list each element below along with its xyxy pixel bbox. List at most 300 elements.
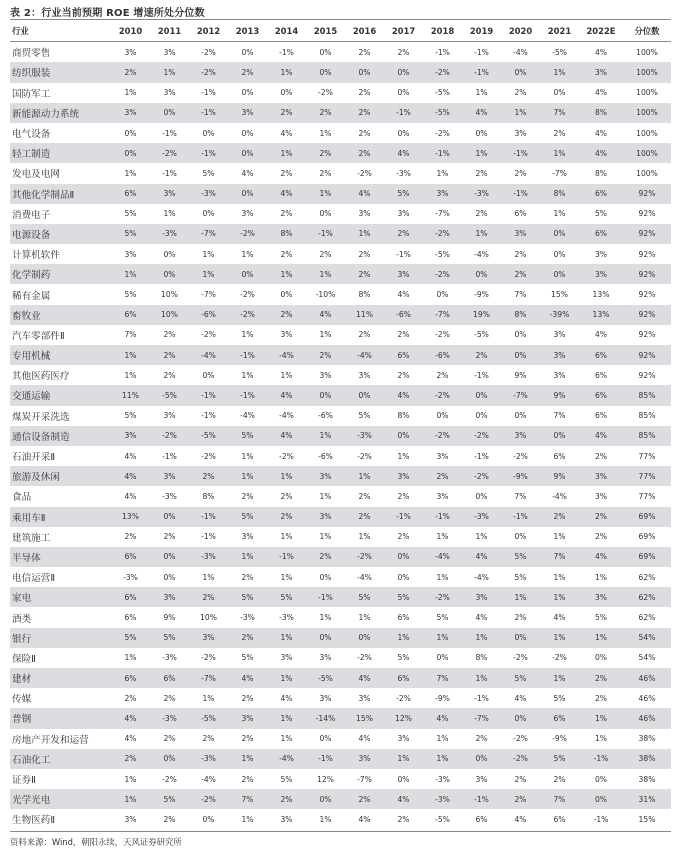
roe-growth-cell: 2%	[150, 688, 189, 708]
percentile-cell: 92%	[623, 305, 671, 325]
table-row	[10, 184, 671, 204]
roe-growth-cell: 6%	[111, 184, 150, 204]
roe-growth-cell: 2%	[267, 163, 306, 183]
roe-growth-cell: -2%	[423, 264, 462, 284]
industry-name-cell: 旅游及休闲	[10, 466, 111, 486]
roe-growth-cell: -3%	[189, 749, 228, 769]
industry-name-cell: 建材	[10, 668, 111, 688]
table-row	[10, 507, 671, 527]
table-row	[10, 729, 671, 749]
roe-growth-cell: -4%	[267, 345, 306, 365]
roe-growth-cell: -4%	[228, 406, 267, 426]
roe-growth-cell: 2%	[306, 345, 345, 365]
roe-growth-cell: 3%	[150, 83, 189, 103]
roe-growth-cell: 3%	[111, 426, 150, 446]
roe-growth-cell: -2%	[189, 789, 228, 809]
industry-name-cell: 其他化学制品Ⅱ	[10, 184, 111, 204]
roe-growth-cell: 3%	[345, 204, 384, 224]
roe-growth-cell: 7%	[540, 406, 579, 426]
roe-growth-cell: 0%	[267, 83, 306, 103]
percentile-cell: 54%	[623, 648, 671, 668]
roe-growth-cell: 0%	[306, 789, 345, 809]
roe-growth-cell: 0%	[189, 365, 228, 385]
roe-growth-cell: 0%	[228, 123, 267, 143]
roe-growth-cell: 1%	[228, 466, 267, 486]
roe-growth-cell: 1%	[540, 628, 579, 648]
roe-growth-cell: -6%	[423, 345, 462, 365]
roe-growth-cell: 7%	[228, 789, 267, 809]
percentile-cell: 92%	[623, 184, 671, 204]
roe-growth-cell: 1%	[384, 749, 423, 769]
roe-growth-cell: 2%	[579, 446, 623, 466]
industry-name-cell: 新能源动力系统	[10, 103, 111, 123]
roe-growth-cell: 1%	[306, 809, 345, 829]
roe-growth-cell: -2%	[345, 446, 384, 466]
roe-growth-cell: 19%	[462, 305, 501, 325]
industry-name-cell: 商贸零售	[10, 42, 111, 63]
roe-growth-cell: 1%	[267, 567, 306, 587]
roe-growth-cell: -2%	[150, 426, 189, 446]
industry-name-cell: 纺织服装	[10, 62, 111, 82]
column-header-year: 2018	[423, 21, 462, 42]
roe-growth-cell: 2%	[228, 688, 267, 708]
roe-growth-cell: 0%	[423, 284, 462, 304]
roe-growth-cell: 2%	[540, 507, 579, 527]
industry-name-cell: 发电及电网	[10, 163, 111, 183]
roe-growth-cell: 5%	[501, 668, 540, 688]
roe-growth-cell: 2%	[228, 628, 267, 648]
roe-growth-cell: -1%	[228, 385, 267, 405]
percentile-cell: 100%	[623, 62, 671, 82]
roe-growth-cell: 6%	[111, 587, 150, 607]
roe-growth-cell: -1%	[579, 749, 623, 769]
roe-growth-cell: 3%	[345, 688, 384, 708]
roe-growth-cell: 6%	[540, 809, 579, 829]
roe-growth-cell: 0%	[384, 769, 423, 789]
roe-growth-cell: -7%	[423, 204, 462, 224]
roe-growth-cell: 1%	[345, 466, 384, 486]
table-row	[10, 426, 671, 446]
percentile-cell: 92%	[623, 224, 671, 244]
industry-name-cell: 轻工制造	[10, 143, 111, 163]
roe-growth-cell: 2%	[345, 264, 384, 284]
table-row	[10, 688, 671, 708]
roe-growth-cell: 2%	[111, 62, 150, 82]
roe-growth-cell: 4%	[501, 809, 540, 829]
roe-growth-cell: 5%	[111, 406, 150, 426]
roe-growth-cell: 3%	[501, 224, 540, 244]
roe-growth-cell: 0%	[462, 385, 501, 405]
industry-name-cell: 家电	[10, 587, 111, 607]
roe-growth-cell: 0%	[345, 62, 384, 82]
roe-growth-cell: 1%	[306, 527, 345, 547]
roe-growth-cell: 1%	[267, 668, 306, 688]
roe-growth-cell: 1%	[228, 244, 267, 264]
table-row	[10, 527, 671, 547]
roe-growth-cell: 8%	[384, 406, 423, 426]
roe-growth-cell: 2%	[501, 607, 540, 627]
roe-growth-cell: 0%	[228, 184, 267, 204]
roe-growth-cell: -1%	[267, 547, 306, 567]
roe-growth-cell: 4%	[267, 123, 306, 143]
roe-growth-cell: -1%	[501, 507, 540, 527]
roe-growth-cell: 3%	[579, 264, 623, 284]
percentile-cell: 54%	[623, 628, 671, 648]
roe-growth-cell: 2%	[345, 789, 384, 809]
roe-growth-cell: -3%	[150, 648, 189, 668]
roe-growth-cell: -14%	[306, 708, 345, 728]
roe-growth-cell: 2%	[267, 103, 306, 123]
roe-growth-cell: -3%	[228, 607, 267, 627]
table-row	[10, 163, 671, 183]
roe-growth-cell: 1%	[228, 446, 267, 466]
roe-growth-cell: 1%	[267, 62, 306, 82]
industry-name-cell: 房地产开发和运营	[10, 729, 111, 749]
roe-growth-cell: 2%	[150, 527, 189, 547]
industry-name-cell: 电源设备	[10, 224, 111, 244]
column-header-year: 2010	[111, 21, 150, 42]
roe-growth-cell: 3%	[267, 809, 306, 829]
roe-growth-cell: 0%	[306, 62, 345, 82]
column-header-year: 2020	[501, 21, 540, 42]
roe-growth-cell: 3%	[345, 365, 384, 385]
roe-growth-cell: 3%	[111, 42, 150, 63]
roe-growth-cell: 1%	[228, 365, 267, 385]
roe-growth-cell: -1%	[267, 42, 306, 63]
roe-growth-cell: -3%	[345, 426, 384, 446]
table-row	[10, 769, 671, 789]
roe-growth-cell: 0%	[267, 284, 306, 304]
roe-growth-cell: 1%	[306, 123, 345, 143]
column-header-year: 2015	[306, 21, 345, 42]
roe-growth-cell: -10%	[306, 284, 345, 304]
source-note: 资料来源：Wind，朝阳永续，天风证券研究所	[10, 837, 182, 847]
roe-growth-cell: 0%	[462, 406, 501, 426]
roe-growth-cell: 3%	[306, 688, 345, 708]
roe-growth-cell: -2%	[345, 163, 384, 183]
roe-growth-cell: 0%	[462, 486, 501, 506]
roe-growth-cell: 0%	[306, 628, 345, 648]
roe-growth-cell: -3%	[423, 769, 462, 789]
roe-growth-cell: 5%	[111, 204, 150, 224]
roe-growth-cell: 2%	[306, 143, 345, 163]
roe-growth-cell: 5%	[384, 184, 423, 204]
roe-growth-cell: 2%	[306, 163, 345, 183]
roe-growth-cell: 0%	[111, 123, 150, 143]
roe-growth-cell: 2%	[345, 143, 384, 163]
roe-growth-cell: 1%	[423, 527, 462, 547]
industry-name-cell: 汽车零部件Ⅱ	[10, 325, 111, 345]
roe-growth-cell: 5%	[189, 163, 228, 183]
roe-growth-cell: 5%	[228, 426, 267, 446]
roe-growth-cell: 3%	[306, 365, 345, 385]
roe-growth-cell: 3%	[306, 648, 345, 668]
roe-growth-cell: 3%	[267, 648, 306, 668]
percentile-cell: 69%	[623, 547, 671, 567]
table-row	[10, 628, 671, 648]
roe-growth-cell: 6%	[579, 385, 623, 405]
roe-growth-cell: 3%	[540, 345, 579, 365]
roe-growth-cell: -1%	[189, 103, 228, 123]
roe-growth-cell: -5%	[423, 809, 462, 829]
table-row	[10, 648, 671, 668]
roe-growth-cell: 1%	[540, 527, 579, 547]
roe-growth-cell: 1%	[111, 163, 150, 183]
percentile-cell: 92%	[623, 345, 671, 365]
roe-growth-cell: 1%	[462, 143, 501, 163]
industry-name-cell: 光学光电	[10, 789, 111, 809]
roe-growth-cell: 8%	[189, 486, 228, 506]
roe-growth-cell: 2%	[462, 345, 501, 365]
roe-growth-cell: -3%	[150, 486, 189, 506]
roe-growth-cell: 0%	[579, 769, 623, 789]
roe-growth-cell: 1%	[306, 325, 345, 345]
roe-growth-cell: -1%	[189, 507, 228, 527]
roe-growth-cell: -1%	[306, 224, 345, 244]
roe-growth-cell: 5%	[150, 789, 189, 809]
roe-growth-cell: 0%	[501, 345, 540, 365]
industry-name-cell: 石油开采Ⅱ	[10, 446, 111, 466]
roe-growth-cell: 4%	[579, 426, 623, 446]
table-row	[10, 244, 671, 264]
roe-growth-cell: 2%	[384, 809, 423, 829]
roe-growth-cell: 8%	[579, 163, 623, 183]
roe-growth-cell: -1%	[384, 507, 423, 527]
roe-growth-cell: 0%	[423, 648, 462, 668]
roe-growth-cell: -7%	[345, 769, 384, 789]
roe-growth-cell: 2%	[423, 466, 462, 486]
roe-growth-cell: 4%	[345, 729, 384, 749]
roe-growth-cell: -2%	[423, 123, 462, 143]
roe-growth-cell: 3%	[462, 587, 501, 607]
roe-growth-cell: 0%	[306, 729, 345, 749]
roe-growth-cell: -2%	[189, 325, 228, 345]
roe-growth-cell: 5%	[540, 688, 579, 708]
roe-growth-cell: 1%	[579, 708, 623, 728]
roe-growth-cell: 3%	[228, 708, 267, 728]
industry-name-cell: 电信运营Ⅱ	[10, 567, 111, 587]
roe-growth-cell: -3%	[189, 547, 228, 567]
roe-growth-cell: -2%	[423, 426, 462, 446]
roe-growth-cell: 0%	[423, 406, 462, 426]
roe-growth-cell: 4%	[579, 123, 623, 143]
roe-growth-cell: 3%	[111, 809, 150, 829]
roe-growth-cell: 2%	[345, 123, 384, 143]
roe-growth-cell: 3%	[306, 466, 345, 486]
roe-growth-cell: 6%	[579, 406, 623, 426]
roe-growth-cell: -3%	[423, 789, 462, 809]
roe-growth-cell: 11%	[111, 385, 150, 405]
roe-growth-cell: -1%	[189, 385, 228, 405]
roe-growth-cell: 4%	[384, 385, 423, 405]
roe-growth-cell: 1%	[267, 466, 306, 486]
roe-growth-cell: 2%	[228, 62, 267, 82]
roe-growth-cell: 13%	[111, 507, 150, 527]
roe-growth-cell: 5%	[150, 628, 189, 648]
roe-growth-cell: 10%	[150, 284, 189, 304]
roe-growth-cell: 1%	[423, 163, 462, 183]
industry-name-cell: 乘用车Ⅱ	[10, 507, 111, 527]
roe-growth-cell: 0%	[228, 83, 267, 103]
industry-name-cell: 半导体	[10, 547, 111, 567]
roe-growth-cell: -1%	[423, 143, 462, 163]
roe-growth-cell: 3%	[384, 264, 423, 284]
roe-growth-cell: -1%	[306, 587, 345, 607]
roe-growth-cell: 5%	[267, 769, 306, 789]
roe-growth-cell: 9%	[150, 607, 189, 627]
roe-growth-cell: -39%	[540, 305, 579, 325]
roe-growth-cell: -2%	[150, 143, 189, 163]
roe-growth-cell: 5%	[345, 587, 384, 607]
roe-growth-cell: 2%	[228, 769, 267, 789]
table-row	[10, 224, 671, 244]
industry-name-cell: 生物医药Ⅱ	[10, 809, 111, 829]
roe-growth-cell: 6%	[579, 184, 623, 204]
roe-growth-cell: -1%	[423, 507, 462, 527]
roe-growth-cell: 0%	[462, 749, 501, 769]
roe-growth-cell: -7%	[462, 708, 501, 728]
industry-name-cell: 消费电子	[10, 204, 111, 224]
roe-growth-cell: 1%	[228, 547, 267, 567]
roe-growth-cell: 3%	[579, 587, 623, 607]
roe-growth-cell: 4%	[111, 729, 150, 749]
roe-growth-cell: 2%	[462, 729, 501, 749]
roe-growth-cell: 8%	[540, 184, 579, 204]
column-header-year: 2012	[189, 21, 228, 42]
roe-growth-cell: 4%	[462, 103, 501, 123]
roe-growth-cell: 1%	[267, 628, 306, 648]
roe-growth-cell: 1%	[345, 224, 384, 244]
percentile-cell: 38%	[623, 749, 671, 769]
roe-growth-cell: -3%	[111, 567, 150, 587]
percentile-cell: 85%	[623, 406, 671, 426]
roe-growth-cell: 1%	[267, 143, 306, 163]
roe-growth-cell: 2%	[267, 486, 306, 506]
roe-growth-cell: 0%	[384, 547, 423, 567]
roe-growth-cell: -4%	[540, 486, 579, 506]
roe-growth-cell: 2%	[345, 103, 384, 123]
roe-growth-cell: 2%	[345, 83, 384, 103]
roe-growth-cell: 0%	[150, 244, 189, 264]
roe-growth-cell: -6%	[306, 406, 345, 426]
roe-growth-cell: 3%	[306, 507, 345, 527]
roe-growth-cell: 2%	[345, 244, 384, 264]
roe-growth-cell: 0%	[228, 264, 267, 284]
roe-growth-cell: 3%	[150, 406, 189, 426]
roe-growth-cell: 4%	[111, 466, 150, 486]
column-header-year: 2013	[228, 21, 267, 42]
roe-growth-cell: -2%	[501, 648, 540, 668]
roe-growth-cell: 2%	[384, 486, 423, 506]
roe-growth-cell: 6%	[540, 446, 579, 466]
roe-growth-cell: 10%	[150, 305, 189, 325]
roe-growth-cell: 1%	[111, 769, 150, 789]
roe-growth-cell: -1%	[384, 244, 423, 264]
roe-growth-cell: 4%	[267, 426, 306, 446]
roe-growth-cell: 1%	[189, 244, 228, 264]
table-row	[10, 567, 671, 587]
table-row	[10, 62, 671, 82]
roe-growth-cell: 0%	[150, 264, 189, 284]
roe-growth-cell: 10%	[189, 607, 228, 627]
roe-growth-cell: 2%	[345, 507, 384, 527]
roe-growth-cell: -2%	[462, 426, 501, 446]
roe-growth-cell: -1%	[189, 527, 228, 547]
percentile-cell: 15%	[623, 809, 671, 829]
roe-growth-cell: 0%	[384, 426, 423, 446]
roe-growth-cell: 0%	[540, 426, 579, 446]
industry-name-cell: 建筑施工	[10, 527, 111, 547]
roe-growth-cell: 1%	[267, 708, 306, 728]
roe-growth-cell: 5%	[384, 648, 423, 668]
roe-growth-cell: 2%	[501, 264, 540, 284]
column-header-percentile: 分位数	[623, 21, 671, 42]
column-header-year: 2022E	[579, 21, 623, 42]
roe-growth-cell: 4%	[462, 607, 501, 627]
roe-growth-cell: 1%	[345, 607, 384, 627]
roe-growth-cell: -1%	[423, 42, 462, 63]
roe-growth-cell: 3%	[228, 103, 267, 123]
roe-growth-cell: 2%	[306, 244, 345, 264]
roe-growth-cell: -2%	[189, 62, 228, 82]
industry-name-cell: 稀有金属	[10, 284, 111, 304]
roe-growth-cell: -2%	[228, 284, 267, 304]
roe-growth-cell: -1%	[462, 365, 501, 385]
industry-name-cell: 通信设备制造	[10, 426, 111, 446]
roe-growth-cell: 0%	[306, 42, 345, 63]
roe-growth-cell: 1%	[384, 628, 423, 648]
roe-growth-cell: 3%	[228, 204, 267, 224]
roe-growth-cell: 1%	[111, 345, 150, 365]
table-row	[10, 446, 671, 466]
roe-growth-cell: 3%	[423, 446, 462, 466]
roe-growth-cell: -6%	[306, 446, 345, 466]
percentile-cell: 62%	[623, 587, 671, 607]
roe-growth-cell: 1%	[579, 628, 623, 648]
roe-growth-cell: -9%	[540, 729, 579, 749]
roe-growth-cell: -3%	[462, 507, 501, 527]
header-rule	[10, 19, 671, 20]
roe-growth-cell: 11%	[345, 305, 384, 325]
roe-growth-cell: 0%	[501, 527, 540, 547]
roe-growth-cell: 3%	[384, 729, 423, 749]
percentile-cell: 100%	[623, 143, 671, 163]
roe-growth-cell: 3%	[579, 466, 623, 486]
roe-growth-cell: 3%	[579, 486, 623, 506]
roe-growth-cell: 1%	[267, 365, 306, 385]
roe-growth-cell: 2%	[345, 42, 384, 63]
roe-growth-cell: 5%	[228, 507, 267, 527]
roe-growth-cell: 1%	[228, 809, 267, 829]
roe-growth-cell: -2%	[189, 648, 228, 668]
roe-growth-cell: 0%	[189, 809, 228, 829]
percentile-cell: 85%	[623, 385, 671, 405]
roe-growth-cell: 2%	[384, 224, 423, 244]
industry-name-cell: 其他医药医疗	[10, 365, 111, 385]
roe-growth-cell: 0%	[501, 708, 540, 728]
roe-growth-cell: -2%	[228, 305, 267, 325]
roe-growth-cell: 0%	[462, 123, 501, 143]
roe-growth-cell: 2%	[306, 103, 345, 123]
table-row	[10, 123, 671, 143]
roe-growth-cell: 1%	[306, 264, 345, 284]
roe-growth-cell: 4%	[228, 163, 267, 183]
roe-growth-cell: 0%	[189, 204, 228, 224]
roe-growth-cell: 1%	[462, 668, 501, 688]
roe-growth-cell: -5%	[423, 83, 462, 103]
percentile-cell: 46%	[623, 668, 671, 688]
roe-growth-cell: 5%	[345, 406, 384, 426]
